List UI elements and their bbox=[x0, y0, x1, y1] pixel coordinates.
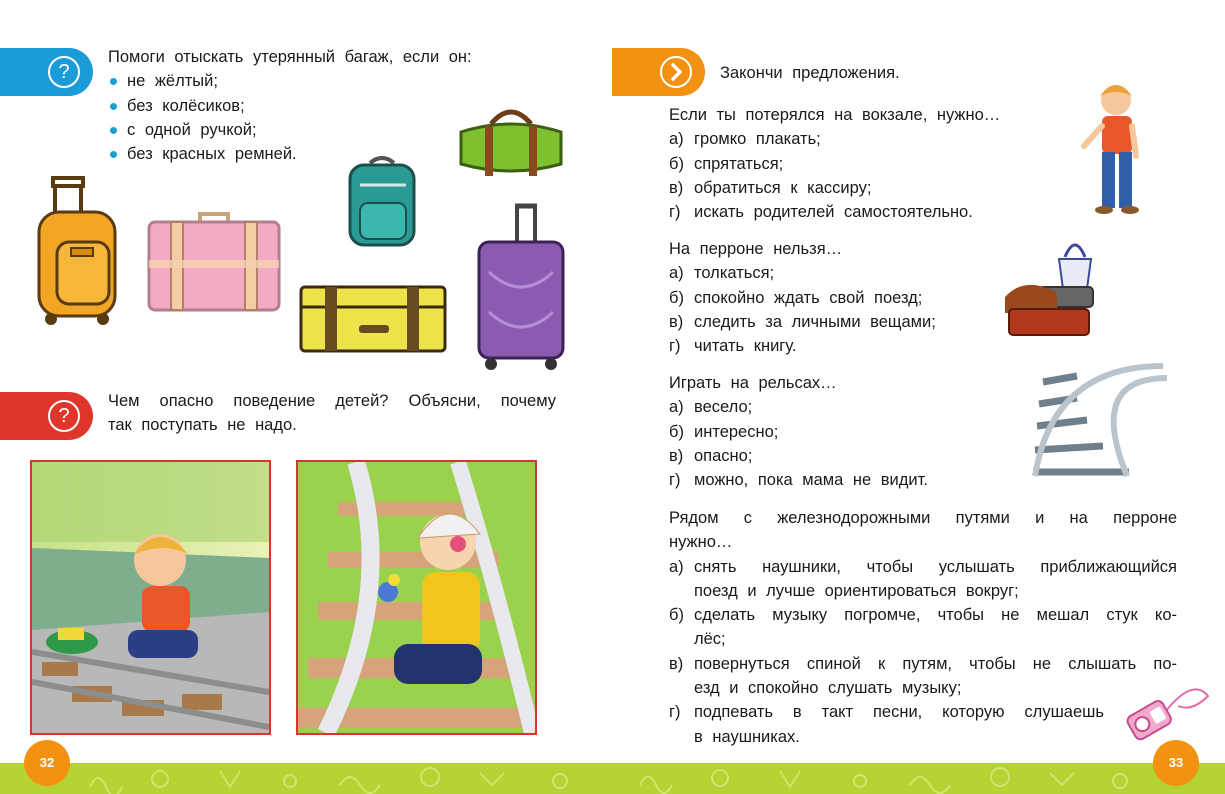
answer-option bbox=[669, 700, 1177, 749]
pink-suitcase-illustration bbox=[145, 208, 283, 314]
option-text: опасно; bbox=[694, 446, 753, 465]
question-stem: Если ты потерялся на вокзале, нужно… bbox=[669, 106, 1001, 124]
option-text: езд и спокойно слушать музыку; bbox=[694, 679, 962, 698]
task2-line: Чем опасно поведение детей? Объясни, почему bbox=[108, 392, 556, 410]
option-letter: г) bbox=[669, 703, 681, 722]
answer-option bbox=[669, 261, 999, 285]
yellow-trunk-illustration bbox=[297, 281, 449, 357]
option-text: следить за личными вещами; bbox=[694, 312, 936, 331]
answer-option bbox=[669, 395, 999, 419]
answer-option bbox=[669, 603, 1177, 652]
instruction-text: Закончи предложения. bbox=[720, 64, 900, 82]
option-text: обратиться к кассиру; bbox=[694, 178, 872, 197]
teal-backpack-illustration bbox=[340, 155, 424, 251]
option-letter: б) bbox=[669, 154, 684, 173]
answer-option bbox=[669, 334, 999, 358]
condition-item: без красных ремней. bbox=[108, 142, 528, 166]
answer-option bbox=[669, 152, 1049, 176]
option-text: снять наушники, чтобы услышать приближающийся bbox=[694, 557, 1177, 576]
question-icon: ? bbox=[48, 56, 80, 88]
task-tab-red bbox=[0, 392, 93, 440]
question-block bbox=[669, 103, 1049, 224]
option-letter: в) bbox=[669, 178, 684, 197]
question-block bbox=[669, 506, 1177, 749]
answer-option bbox=[669, 420, 999, 444]
answer-option bbox=[669, 310, 999, 334]
question-block bbox=[669, 237, 999, 358]
luggage-pile-illustration bbox=[1003, 235, 1095, 339]
task2-line: так поступать не надо. bbox=[108, 416, 297, 435]
option-letter: а) bbox=[669, 130, 684, 149]
task2-text bbox=[108, 389, 556, 438]
condition-item: с одной ручкой; bbox=[108, 118, 528, 142]
question-stem: Играть на рельсах… bbox=[669, 374, 837, 392]
instruction-tab-orange bbox=[612, 48, 705, 96]
option-letter: в) bbox=[669, 312, 684, 331]
answer-option bbox=[669, 468, 999, 492]
option-letter: в) bbox=[669, 446, 684, 465]
railway-tracks-illustration bbox=[1013, 362, 1169, 480]
green-bag-illustration bbox=[455, 102, 567, 178]
answer-option bbox=[669, 286, 999, 310]
option-letter: б) bbox=[669, 422, 684, 441]
option-text: спокойно ждать свой поезд; bbox=[694, 288, 923, 307]
option-letter: а) bbox=[669, 557, 684, 576]
option-letter: а) bbox=[669, 264, 684, 283]
option-letter: г) bbox=[669, 337, 681, 356]
arrow-right-icon bbox=[660, 56, 692, 88]
question-icon: ? bbox=[48, 400, 80, 432]
option-letter: б) bbox=[669, 606, 684, 625]
option-letter: а) bbox=[669, 398, 684, 417]
answer-option bbox=[669, 176, 1049, 200]
condition-item: без колёсиков; bbox=[108, 94, 528, 118]
option-text: сделать музыку погромче, чтобы не мешал стук ко- bbox=[694, 606, 1177, 625]
answer-option bbox=[669, 127, 1049, 151]
answer-option bbox=[669, 555, 1177, 604]
answer-option bbox=[669, 200, 1049, 224]
task-tab-blue bbox=[0, 48, 93, 96]
purple-trolley-suitcase-illustration bbox=[475, 202, 567, 372]
option-letter: б) bbox=[669, 288, 684, 307]
option-text: поезд и лучше ориентироваться вокруг; bbox=[694, 581, 1019, 600]
girl-on-rails-illustration bbox=[296, 460, 537, 735]
option-letter: г) bbox=[669, 203, 681, 222]
answer-option bbox=[669, 652, 1177, 701]
question-stem: Рядом с железнодорожными путями и на перроне bbox=[669, 509, 1177, 527]
lost-boy-illustration bbox=[1078, 82, 1150, 216]
option-text: лёс; bbox=[694, 630, 726, 649]
pink-music-player-illustration bbox=[1122, 686, 1214, 744]
option-text: весело; bbox=[694, 398, 753, 417]
option-text: интересно; bbox=[694, 422, 779, 441]
option-text: в наушниках. bbox=[694, 727, 800, 746]
option-text: повернуться спиной к путям, чтобы не слышать по- bbox=[694, 654, 1177, 673]
page-footer-strip bbox=[0, 763, 1225, 794]
question-block bbox=[669, 371, 999, 492]
boy-on-rails-illustration bbox=[30, 460, 271, 735]
option-text: громко плакать; bbox=[694, 130, 821, 149]
page-number-right: 33 bbox=[1153, 740, 1199, 786]
yellow-backpack-trolley-illustration bbox=[33, 176, 123, 328]
question-stem: нужно… bbox=[669, 533, 733, 552]
option-text: искать родителей самостоятельно. bbox=[694, 203, 973, 222]
option-text: читать книгу. bbox=[694, 337, 797, 356]
option-letter: в) bbox=[669, 654, 684, 673]
page-number-left: 32 bbox=[24, 740, 70, 786]
option-letter: г) bbox=[669, 471, 681, 490]
option-text: можно, пока мама не видит. bbox=[694, 471, 928, 490]
option-text: подпевать в такт песни, которую слушаешь bbox=[694, 703, 1104, 722]
condition-item: не жёлтый; bbox=[108, 69, 528, 93]
option-text: толкаться; bbox=[694, 264, 775, 283]
task1-intro: Помоги отыскать утерянный багаж, если он: bbox=[108, 48, 472, 66]
question-stem: На перроне нельзя… bbox=[669, 240, 843, 258]
option-text: спрятаться; bbox=[694, 154, 784, 173]
answer-option bbox=[669, 444, 999, 468]
